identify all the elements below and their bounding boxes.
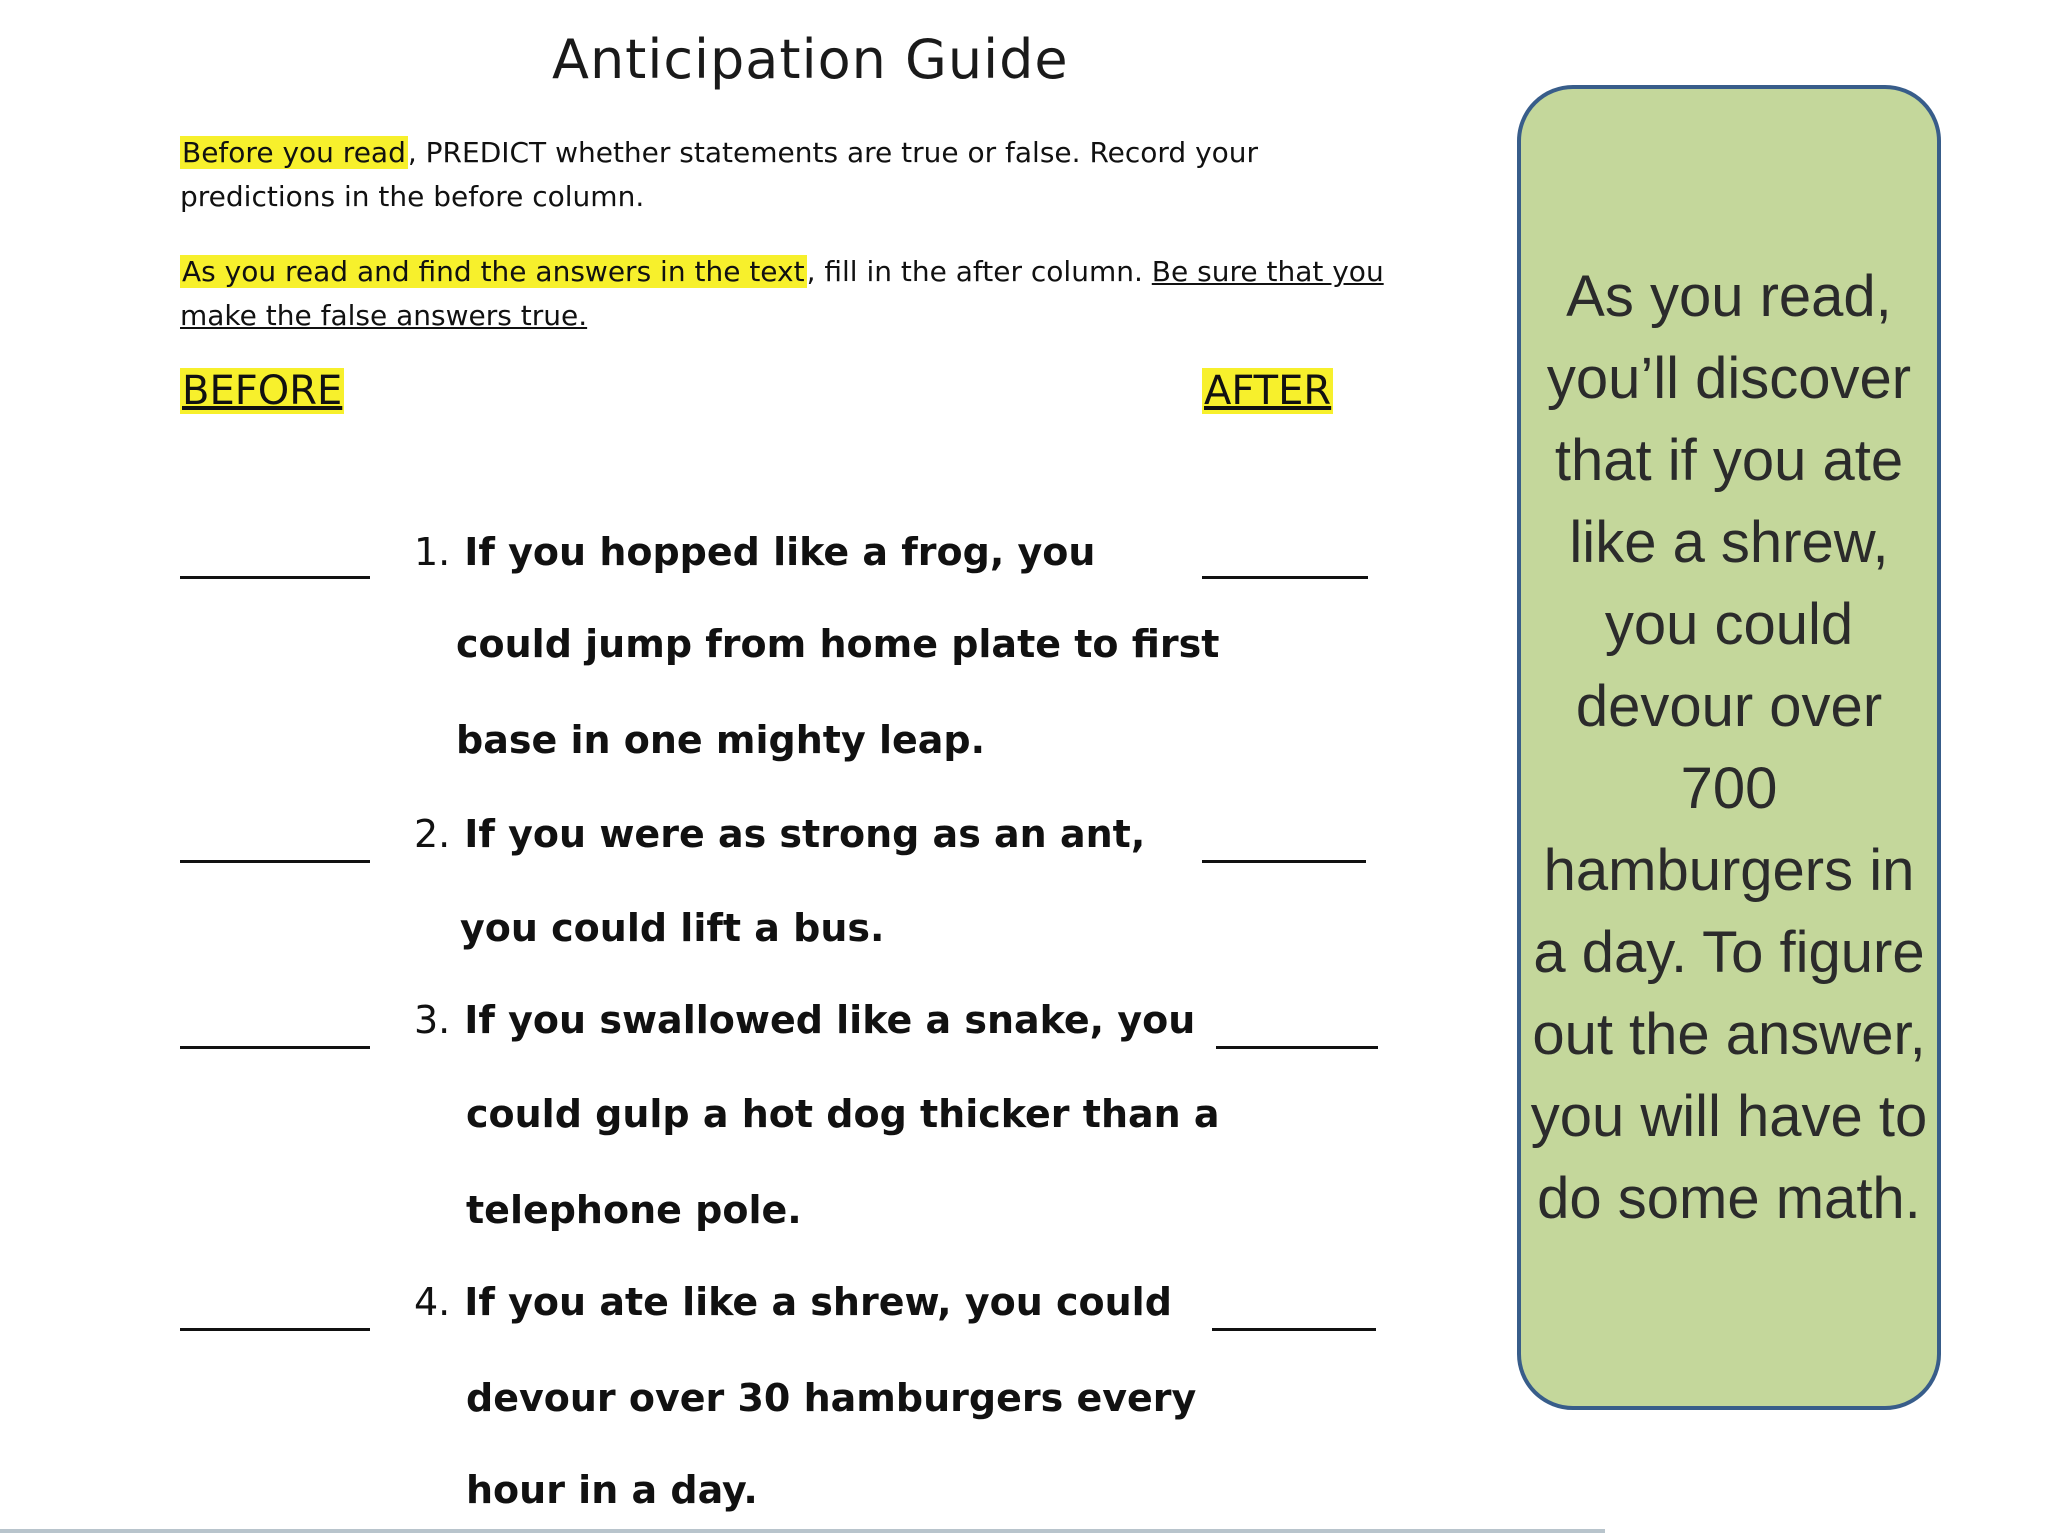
statement-4-line-1: 4. If you ate like a shrew, you could (414, 1280, 1172, 1324)
after-answer-blank-1[interactable] (1202, 576, 1368, 579)
worksheet-title: Anticipation Guide (552, 28, 1069, 91)
statement-3-line-2: could gulp a hot dog thicker than a (466, 1092, 1220, 1136)
instruction-after (180, 250, 1400, 338)
image-bottom-border (0, 1529, 1605, 1533)
statement-1-number: 1. (414, 530, 451, 574)
after-answer-blank-3[interactable] (1216, 1046, 1378, 1049)
statement-4-line-2: devour over 30 hamburgers every (466, 1376, 1197, 1420)
callout-text: As you read, you’ll discover that if you ate like a shrew, you could devour over 700 hamburgers in a day. To figure out the answer, you will have to do some math. (1530, 263, 1928, 1231)
before-answer-blank-3[interactable] (180, 1046, 370, 1049)
after-answer-blank-4[interactable] (1212, 1328, 1376, 1331)
statement-1-line-3: base in one mighty leap. (456, 718, 986, 762)
before-answer-blank-1[interactable] (180, 576, 370, 579)
after-column-header: AFTER (1204, 368, 1332, 414)
before-answer-blank-2[interactable] (180, 860, 370, 863)
statement-2-line-2: you could lift a bus. (460, 906, 885, 950)
statement-4-line-3: hour in a day. (466, 1468, 758, 1512)
instruction-before-highlight: Before you read (182, 136, 406, 169)
callout-box (1517, 85, 1941, 1410)
instruction-before-text: , PREDICT whether statements are true or false. Record your predictions in the before column. (180, 136, 1259, 213)
statement-3-line-1: 3. If you swallowed like a snake, you (414, 998, 1196, 1042)
instruction-after-highlight: As you read and find the answers in the text (182, 255, 805, 288)
instruction-after-underlined: Be sure that you make the false answers true. (180, 255, 1384, 332)
statement-4-number: 4. (414, 1280, 451, 1324)
before-answer-blank-4[interactable] (180, 1328, 370, 1331)
instruction-after-text: , fill in the after column. (806, 255, 1152, 288)
instruction-before (180, 131, 1400, 219)
statement-3-number: 3. (414, 998, 451, 1042)
after-answer-blank-2[interactable] (1202, 860, 1366, 863)
before-column-header: BEFORE (182, 368, 343, 414)
statement-2-number: 2. (414, 812, 451, 856)
statement-3-line-3: telephone pole. (466, 1188, 802, 1232)
statement-2-line-1: 2. If you were as strong as an ant, (414, 812, 1146, 856)
statement-1-line-2: could jump from home plate to first (456, 622, 1220, 666)
statement-1-line-1: 1. If you hopped like a frog, you (414, 530, 1096, 574)
